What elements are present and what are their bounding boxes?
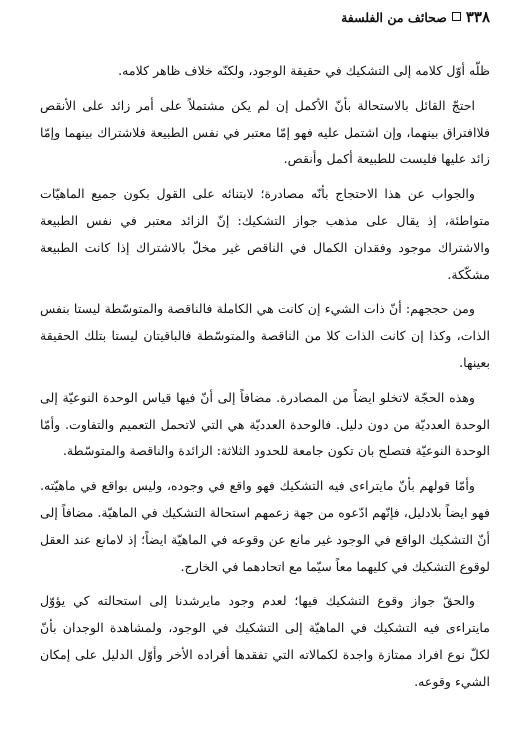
paragraph-2: احتجّ القائل بالاستحالة بأنّ الأكمل إن لم يكن مشتملاً على أمر زائد على الأنقص فلاافتراق بينهما، وإن اشتمل عليه فهو إمّا معتبر في نفس الطبيعة فلاشتراك بينهما وإمّا زائد عليها فليست للطبيعة أكمل وأنقص.: [40, 97, 490, 167]
paragraph-6: وأمّا قولهم بأنّ مايتراءى فيه التشكيك فهو واقع في وجوده، وليس بواقع في ماهيّته. فهو ايضاً بلادليل، فإنّهم ادّعوه من جهة زعمهم استحالة التشكيك في الماهيّة. مضافاً إلى أنّ التشكيك الواقع في الوجود غير مانع عن وقوعه في الماهيّة ايضاً؛ إذ لامانع عند العقل لوقوع التشكيك في كليهما معاً سيّما مع اتحادهما في الخارج.: [40, 478, 490, 574]
document-page: [40, 0, 490, 731]
paragraph-3: والجواب عن هذا الاحتجاج بأنّه مصادرة؛ لابتنائه على القول بكون جميع الماهيّات متواطئة، إذ يقال على مذهب جواز التشكيك: إنّ الزائد معتبر في نفس الطبيعة والاشتراك موجود وفقدان الكمال في الناقص غير مخلّ بالاشتراك إذا كانت الطبيعة مشكّكة.: [40, 186, 490, 282]
paragraph-1: ظلّه أوّل كلامه إلى التشكيك في حقيقة الوجود، ولكنّه خلاف ظاهر كلامه.: [118, 63, 490, 78]
running-header: [341, 8, 490, 27]
body-text: [40, 58, 490, 704]
paragraph-5: وهذه الحجّة لاتخلو ايضاً من المصادرة. مضافاً إلى أنّ فيها قياس الوحدة النوعيّة إلى الوحدة العدديّة من دون دليل. فالوحدة العدديّة هي التي لاتحمل التعميم والتفاوت. وأمّا الوحدة النوعيّة فتصلح بان تكون جامعة للحدود الثلاثة: الزائدة والناقصة والمتوسّطة.: [40, 389, 490, 459]
page-number: ٣٣٨: [465, 8, 490, 26]
book-title: صحائف من الفلسفة: [341, 10, 447, 25]
paragraph-7: والحقّ جواز وقوع التشكيك فيها؛ لعدم وجود مايرشدنا إلى استحالته كي يؤوّل مايتراءى فيه التشكيك في الماهيّة إلى التشكيك في الوجود، ولمشاهدة الوجدان بأنّ لكلّ نوع افراد ممتازة واجدة لكمالاته التي تفقدها أفراده الأخر وأوّل الدليل على إمكان الشيء وقوعه.: [40, 593, 490, 689]
paragraph-4: ومن حججهم: أنّ ذات الشيء إن كانت هي الكاملة فالناقصة والمتوسّطة ليستا بنفس الذات، وكذا إن كانت الذات كلا من الناقصة والمتوسّطة فالباقيتان ليستا بتلك الحقيقة بعينها.: [40, 301, 490, 370]
square-separator-icon: [452, 12, 461, 21]
